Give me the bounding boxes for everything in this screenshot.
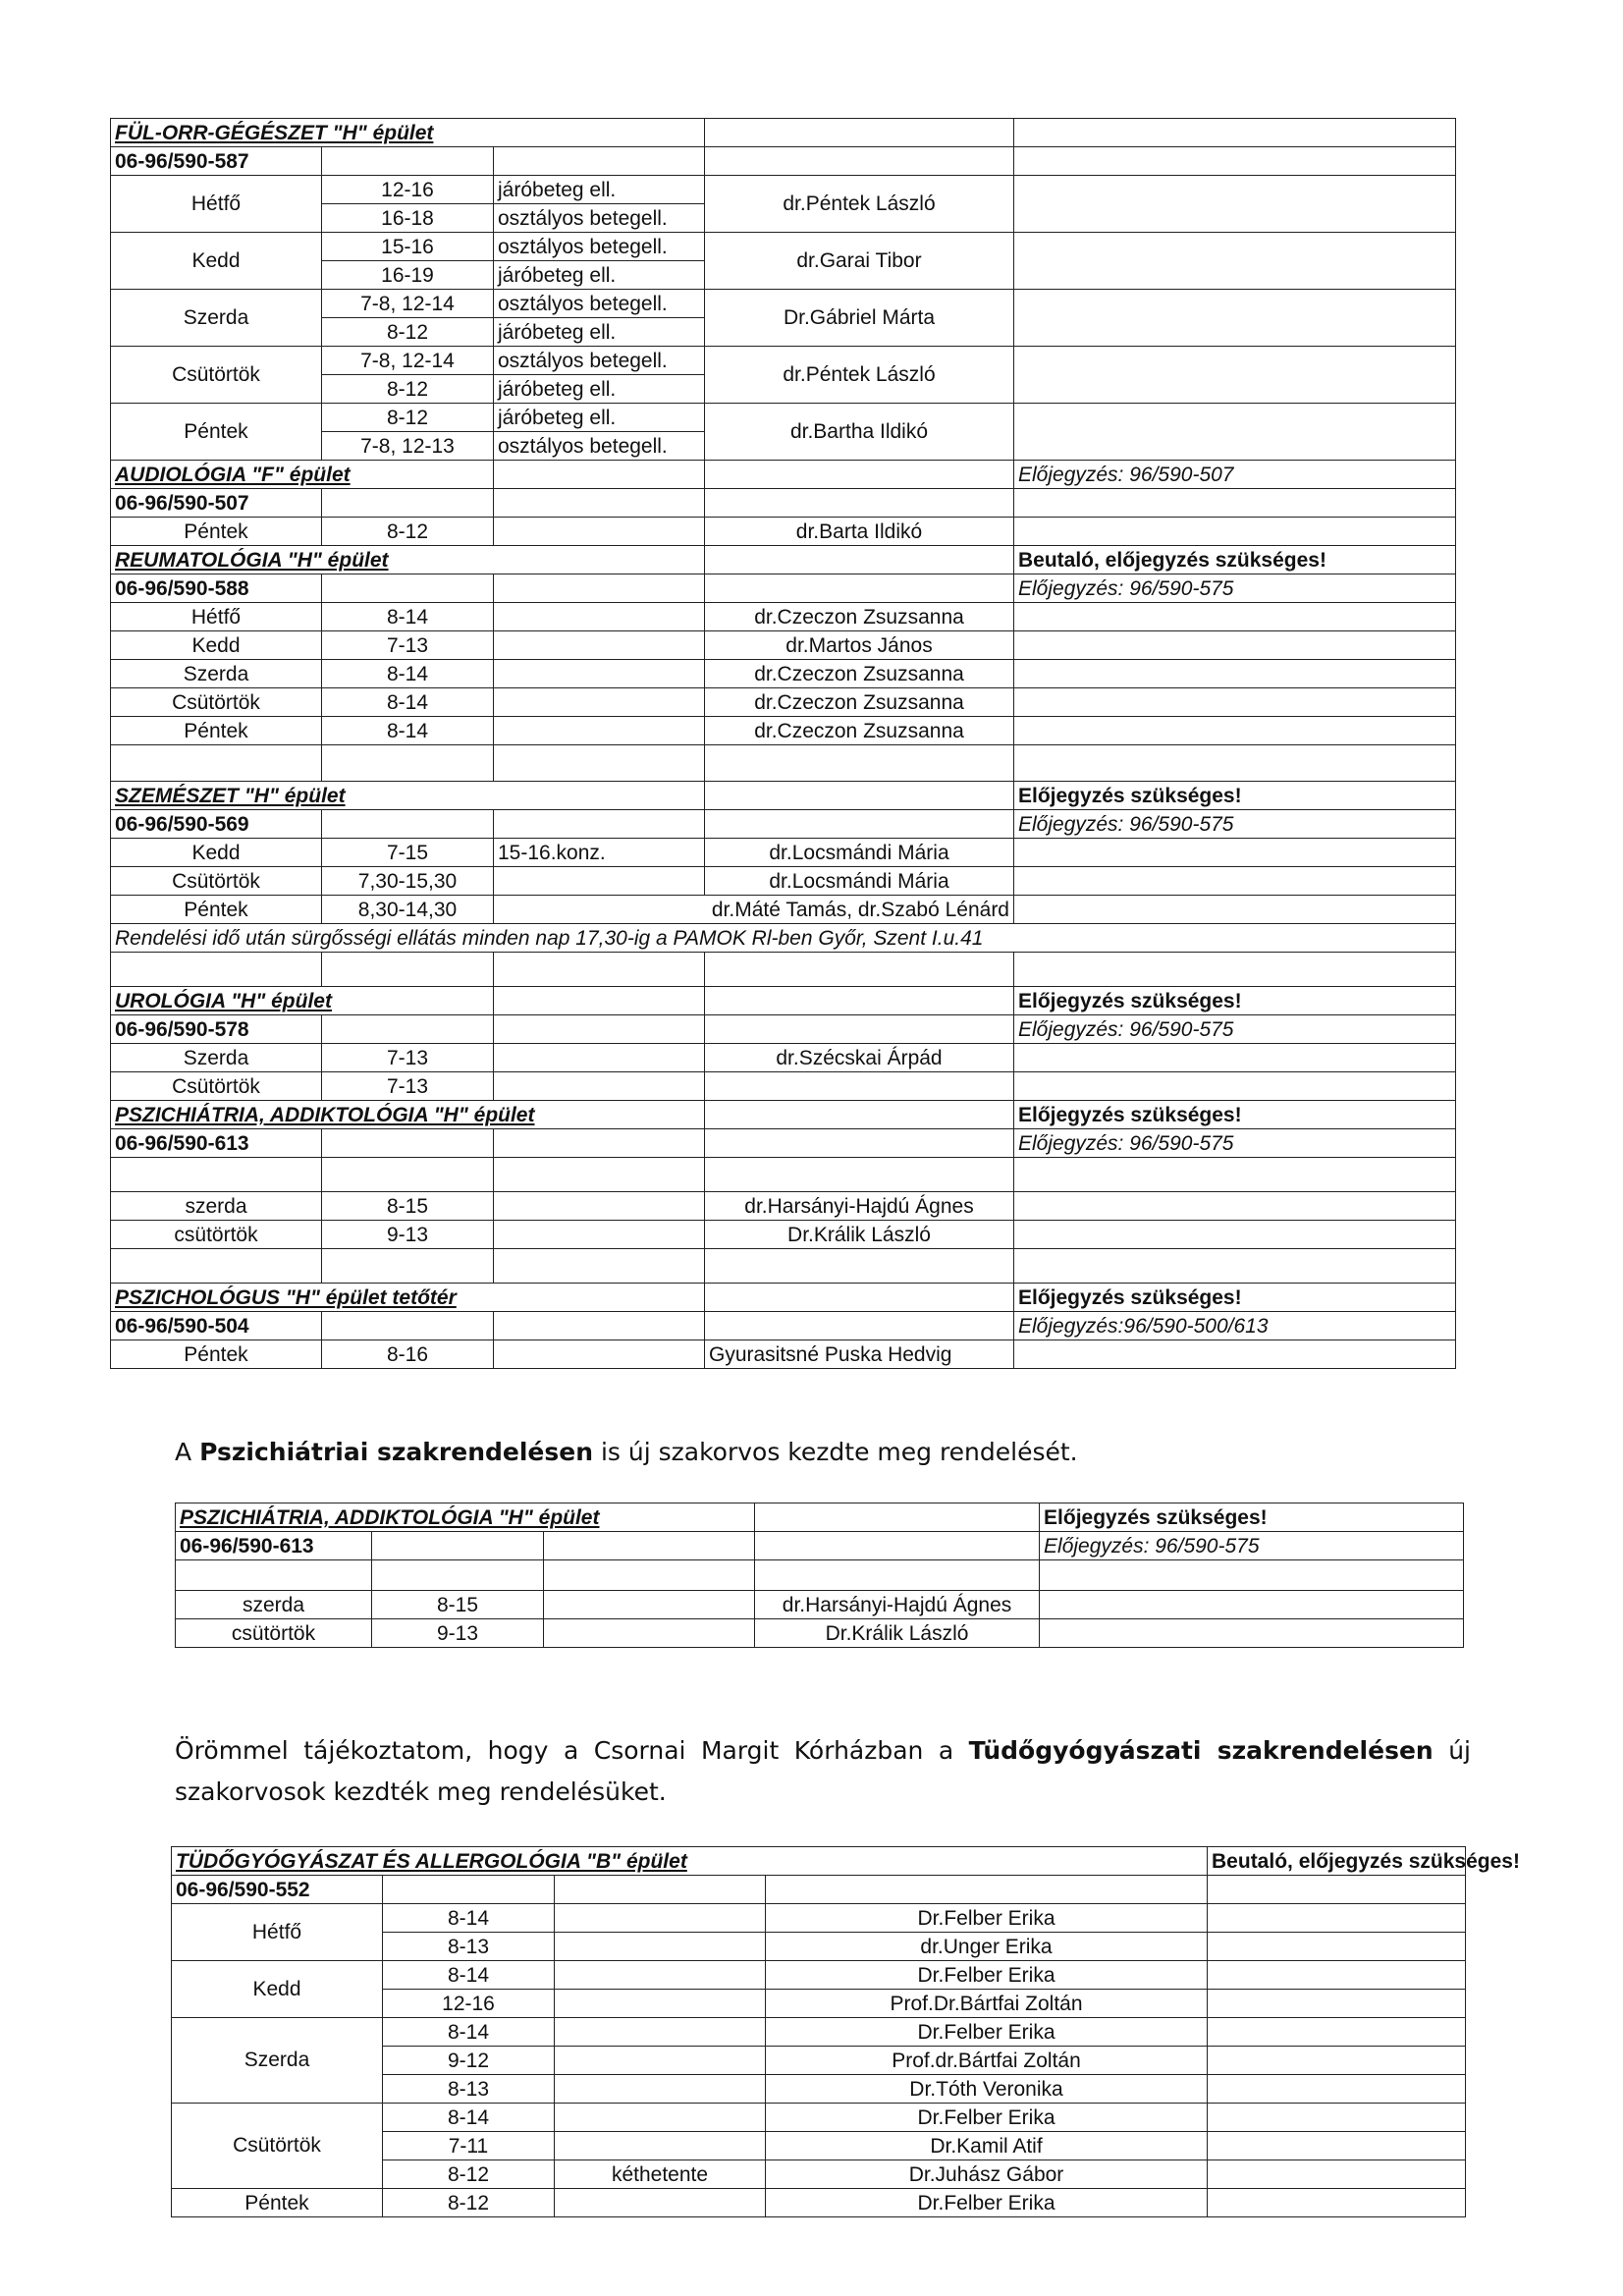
type-cell: osztályos betegell. — [494, 432, 705, 461]
section-title-audio: AUDIOLÓGIA "F" épület — [111, 461, 494, 489]
phone-number: 06-96/590-613 — [176, 1532, 372, 1560]
section-phone-row — [111, 489, 1456, 518]
table-row — [172, 2018, 1466, 2047]
doctor-cell: dr.Czeczon Zsuzsanna — [705, 603, 1014, 631]
phone-number: 06-96/590-552 — [172, 1876, 383, 1904]
day-cell: Péntek — [111, 404, 322, 461]
day-cell: Hétfő — [172, 1904, 383, 1961]
section-title-pszich: PSZICHIÁTRIA, ADDIKTOLÓGIA "H" épület — [111, 1101, 705, 1129]
phone-number: 06-96/590-587 — [111, 147, 322, 176]
booking-note: Előjegyzés: 96/590-575 — [1014, 574, 1456, 603]
hours-cell: 7-8, 12-13 — [322, 432, 494, 461]
type-cell: osztályos betegell. — [494, 347, 705, 375]
table-row — [111, 290, 1456, 318]
emergency-note: Rendelési idő után sürgősségi ellátás minden nap 17,30-ig a PAMOK Rl-ben Győr, Szent I.u.41 — [111, 924, 1456, 953]
extra-cell: 15-16.konz. — [494, 839, 705, 867]
table-row — [111, 1072, 1456, 1101]
booking-note: Előjegyzés: 96/590-575 — [1040, 1532, 1464, 1560]
day-cell: csütörtök — [111, 1221, 322, 1249]
type-cell: osztályos betegell. — [494, 233, 705, 261]
section-title-ful: FÜL-ORR-GÉGÉSZET "H" épület — [111, 119, 705, 147]
doctor-cell: dr.Locsmándi Mária — [705, 839, 1014, 867]
phone-number: 06-96/590-569 — [111, 810, 322, 839]
day-cell: Szerda — [172, 2018, 383, 2104]
doctor-cell — [705, 1072, 1014, 1101]
phone-number: 06-96/590-507 — [111, 489, 322, 518]
doctor-cell: Dr.Králik László — [755, 1619, 1040, 1648]
hours-cell: 9-13 — [322, 1221, 494, 1249]
doctor-cell: Dr.Králik László — [705, 1221, 1014, 1249]
section-title: TÜDŐGYÓGYÁSZAT ÉS ALLERGOLÓGIA "B" épület — [172, 1847, 1208, 1876]
extra-cell — [555, 1904, 766, 1933]
booking-note: Előjegyzés: 96/590-507 — [1014, 461, 1456, 489]
announcement-psychiatry — [175, 1432, 1471, 1473]
hours-cell: 12-16 — [383, 1990, 555, 2018]
day-cell: Szerda — [111, 660, 322, 688]
phone-number: 06-96/590-588 — [111, 574, 322, 603]
hours-cell: 8-12 — [322, 404, 494, 432]
section-header — [172, 1847, 1466, 1876]
hours-cell: 16-18 — [322, 204, 494, 233]
hours-cell: 8-14 — [322, 603, 494, 631]
doctor-cell: dr.Barta Ildikó — [705, 518, 1014, 546]
doctor-cell: dr.Garai Tibor — [705, 233, 1014, 290]
section-title-szem: SZEMÉSZET "H" épület — [111, 782, 705, 810]
section-header — [111, 987, 1456, 1015]
doctor-cell: dr.Máté Tamás, dr.Szabó Lénárd — [494, 896, 1014, 924]
doctor-cell: Dr.Juhász Gábor — [766, 2160, 1208, 2189]
requirement-note: Előjegyzés szükséges! — [1014, 782, 1456, 810]
section-phone-row — [111, 1015, 1456, 1044]
table-row — [172, 1961, 1466, 1990]
extra-cell — [555, 2075, 766, 2104]
schedule-table-main — [110, 118, 1456, 1369]
doctor-cell: Dr.Felber Erika — [766, 1961, 1208, 1990]
doctor-cell: dr.Locsmándi Mária — [705, 867, 1014, 896]
doctor-cell: Gyurasitsné Puska Hedvig — [705, 1340, 1014, 1369]
doctor-cell: dr.Czeczon Zsuzsanna — [705, 688, 1014, 717]
table-row — [111, 717, 1456, 745]
doctor-cell: Dr.Felber Erika — [766, 2104, 1208, 2132]
table-row — [176, 1619, 1464, 1648]
section-title-psziho: PSZICHOLÓGUS "H" épület tetőtér — [111, 1284, 705, 1312]
section-phone-row — [111, 147, 1456, 176]
day-cell: Péntek — [172, 2189, 383, 2217]
table-row — [111, 603, 1456, 631]
table-row — [111, 660, 1456, 688]
extra-cell — [555, 2018, 766, 2047]
doctor-cell: dr.Péntek László — [705, 176, 1014, 233]
table-row — [111, 1340, 1456, 1369]
type-cell: osztályos betegell. — [494, 204, 705, 233]
section-title-reuma: REUMATOLÓGIA "H" épület — [111, 546, 705, 574]
paragraph-bold-text: Pszichiátriai szakrendelésen — [199, 1438, 594, 1466]
hours-cell: 8-14 — [383, 2104, 555, 2132]
day-cell: Szerda — [111, 290, 322, 347]
table-row — [172, 2189, 1466, 2217]
day-cell: szerda — [176, 1591, 372, 1619]
phone-number: 06-96/590-578 — [111, 1015, 322, 1044]
type-cell: járóbeteg ell. — [494, 404, 705, 432]
hours-cell: 8-14 — [383, 2018, 555, 2047]
hours-cell: 8-14 — [322, 660, 494, 688]
phone-number: 06-96/590-613 — [111, 1129, 322, 1158]
paragraph-text: új szakorvosok kezdték meg rendelésüket. — [175, 1736, 1472, 1806]
section-header — [111, 119, 1456, 147]
hours-cell: 8-12 — [322, 375, 494, 404]
table-row — [111, 233, 1456, 261]
requirement-note: Előjegyzés szükséges! — [1040, 1503, 1464, 1532]
section-phone-row — [111, 574, 1456, 603]
table-row — [111, 1044, 1456, 1072]
hours-cell: 16-19 — [322, 261, 494, 290]
day-cell: Kedd — [172, 1961, 383, 2018]
section-header — [176, 1503, 1464, 1532]
hours-cell: 7-13 — [322, 631, 494, 660]
extra-cell — [555, 2132, 766, 2160]
doctor-cell: dr.Czeczon Zsuzsanna — [705, 717, 1014, 745]
doctor-cell: dr.Czeczon Zsuzsanna — [705, 660, 1014, 688]
hours-cell: 8-12 — [383, 2189, 555, 2217]
doctor-cell: dr.Szécskai Árpád — [705, 1044, 1014, 1072]
doctor-cell: Prof.dr.Bártfai Zoltán — [766, 2047, 1208, 2075]
table-row — [172, 1904, 1466, 1933]
table-row — [111, 896, 1456, 924]
doctor-cell: Dr.Felber Erika — [766, 1904, 1208, 1933]
phone-number: 06-96/590-504 — [111, 1312, 322, 1340]
type-cell: járóbeteg ell. — [494, 318, 705, 347]
paragraph-text: Örömmel tájékoztatom, hogy a Csornai Margit Kórházban a — [175, 1736, 969, 1765]
announcement-pulmonology — [175, 1730, 1471, 1813]
section-header — [111, 461, 1456, 489]
day-cell: Kedd — [111, 233, 322, 290]
doctor-cell: Prof.Dr.Bártfai Zoltán — [766, 1990, 1208, 2018]
type-cell: járóbeteg ell. — [494, 375, 705, 404]
day-cell: Kedd — [111, 839, 322, 867]
day-cell: szerda — [111, 1192, 322, 1221]
booking-note: Előjegyzés: 96/590-575 — [1014, 1129, 1456, 1158]
table-row — [176, 1591, 1464, 1619]
doctor-cell: Dr.Tóth Veronika — [766, 2075, 1208, 2104]
doctor-cell: dr.Harsányi-Hajdú Ágnes — [755, 1591, 1040, 1619]
hours-cell: 8-13 — [383, 1933, 555, 1961]
hours-cell: 8,30-14,30 — [322, 896, 494, 924]
type-cell: járóbeteg ell. — [494, 261, 705, 290]
paragraph-text: A — [175, 1438, 200, 1466]
requirement-note: Beutaló, előjegyzés szükséges! — [1014, 546, 1456, 574]
hours-cell: 7-8, 12-14 — [322, 290, 494, 318]
spacer-row — [111, 1249, 1456, 1284]
hours-cell: 8-14 — [383, 1961, 555, 1990]
day-cell: Kedd — [111, 631, 322, 660]
doctor-cell: Dr.Felber Erika — [766, 2018, 1208, 2047]
spacer-row — [176, 1560, 1464, 1591]
paragraph-bold-text: Tüdőgyógyászati szakrendelésen — [968, 1736, 1434, 1765]
hours-cell: 8-14 — [322, 688, 494, 717]
hours-cell: 7-15 — [322, 839, 494, 867]
day-cell: Péntek — [111, 896, 322, 924]
table-row — [111, 347, 1456, 375]
schedule-table-pulmonology — [171, 1846, 1520, 2217]
footer-row — [111, 924, 1456, 953]
doctor-cell: dr.Péntek László — [705, 347, 1014, 404]
extra-cell — [555, 2189, 766, 2217]
hours-cell: 8-12 — [383, 2160, 555, 2189]
section-header — [111, 546, 1456, 574]
table-row — [172, 2104, 1466, 2132]
hours-cell: 7-13 — [322, 1072, 494, 1101]
extra-cell — [555, 2104, 766, 2132]
booking-note: Előjegyzés: 96/590-575 — [1014, 1015, 1456, 1044]
doctor-cell: dr.Harsányi-Hajdú Ágnes — [705, 1192, 1014, 1221]
table-row — [111, 176, 1456, 204]
requirement-note: Előjegyzés szükséges! — [1014, 1284, 1456, 1312]
table-row — [111, 631, 1456, 660]
hours-cell: 8-12 — [322, 518, 494, 546]
hours-cell: 7-13 — [322, 1044, 494, 1072]
table-row — [111, 839, 1456, 867]
requirement-note: Előjegyzés szükséges! — [1014, 1101, 1456, 1129]
hours-cell: 12-16 — [322, 176, 494, 204]
section-header — [111, 1101, 1456, 1129]
booking-note: Előjegyzés: 96/590-575 — [1014, 810, 1456, 839]
hours-cell: 8-14 — [322, 717, 494, 745]
spacer-row — [111, 745, 1456, 782]
hours-cell: 15-16 — [322, 233, 494, 261]
type-cell: járóbeteg ell. — [494, 176, 705, 204]
paragraph-text: is új szakorvos kezdte meg rendelését. — [593, 1438, 1078, 1466]
extra-cell — [555, 1933, 766, 1961]
hours-cell: 7,30-15,30 — [322, 867, 494, 896]
table-row — [111, 404, 1456, 432]
day-cell: Szerda — [111, 1044, 322, 1072]
requirement-note: Beutaló, előjegyzés szükséges! — [1208, 1847, 1466, 1876]
day-cell: Péntek — [111, 717, 322, 745]
spacer-row — [111, 953, 1456, 987]
table-row — [111, 867, 1456, 896]
table-row — [111, 688, 1456, 717]
hours-cell: 7-8, 12-14 — [322, 347, 494, 375]
section-phone-row — [111, 810, 1456, 839]
hours-cell: 9-12 — [383, 2047, 555, 2075]
extra-cell — [555, 1990, 766, 2018]
hours-cell: 8-14 — [383, 1904, 555, 1933]
day-cell: csütörtök — [176, 1619, 372, 1648]
doctor-cell: Dr.Kamil Atif — [766, 2132, 1208, 2160]
doctor-cell: dr.Unger Erika — [766, 1933, 1208, 1961]
day-cell: Péntek — [111, 1340, 322, 1369]
doctor-cell: Dr.Felber Erika — [766, 2189, 1208, 2217]
hours-cell: 9-13 — [372, 1619, 544, 1648]
extra-cell — [555, 1961, 766, 1990]
day-cell: Csütörtök — [172, 2104, 383, 2189]
type-cell: osztályos betegell. — [494, 290, 705, 318]
extra-cell — [494, 867, 705, 896]
section-header — [111, 782, 1456, 810]
section-phone-row — [111, 1312, 1456, 1340]
doctor-cell: dr.Martos János — [705, 631, 1014, 660]
schedule-table-psychiatry — [175, 1503, 1464, 1648]
hours-cell: 8-12 — [322, 318, 494, 347]
table-row — [111, 1192, 1456, 1221]
extra-cell — [555, 2047, 766, 2075]
section-title-uro: UROLÓGIA "H" épület — [111, 987, 494, 1015]
day-cell: Csütörtök — [111, 688, 322, 717]
doctor-cell: dr.Bartha Ildikó — [705, 404, 1014, 461]
requirement-note: Előjegyzés szükséges! — [1014, 987, 1456, 1015]
day-cell: Hétfő — [111, 176, 322, 233]
hours-cell: 8-15 — [322, 1192, 494, 1221]
spacer-row — [111, 1158, 1456, 1192]
extra-cell: kéthetente — [555, 2160, 766, 2189]
section-title: PSZICHIÁTRIA, ADDIKTOLÓGIA "H" épület — [176, 1503, 755, 1532]
section-phone-row — [111, 1129, 1456, 1158]
hours-cell: 8-16 — [322, 1340, 494, 1369]
section-header — [111, 1284, 1456, 1312]
day-cell: Csütörtök — [111, 347, 322, 404]
hours-cell: 7-11 — [383, 2132, 555, 2160]
day-cell: Csütörtök — [111, 1072, 322, 1101]
hours-cell: 8-15 — [372, 1591, 544, 1619]
table-row — [111, 1221, 1456, 1249]
table-row — [111, 518, 1456, 546]
booking-note: Előjegyzés:96/590-500/613 — [1014, 1312, 1456, 1340]
section-phone-row — [172, 1876, 1466, 1904]
doctor-cell: Dr.Gábriel Márta — [705, 290, 1014, 347]
day-cell: Hétfő — [111, 603, 322, 631]
day-cell: Péntek — [111, 518, 322, 546]
day-cell: Csütörtök — [111, 867, 322, 896]
hours-cell: 8-13 — [383, 2075, 555, 2104]
section-phone-row — [176, 1532, 1464, 1560]
